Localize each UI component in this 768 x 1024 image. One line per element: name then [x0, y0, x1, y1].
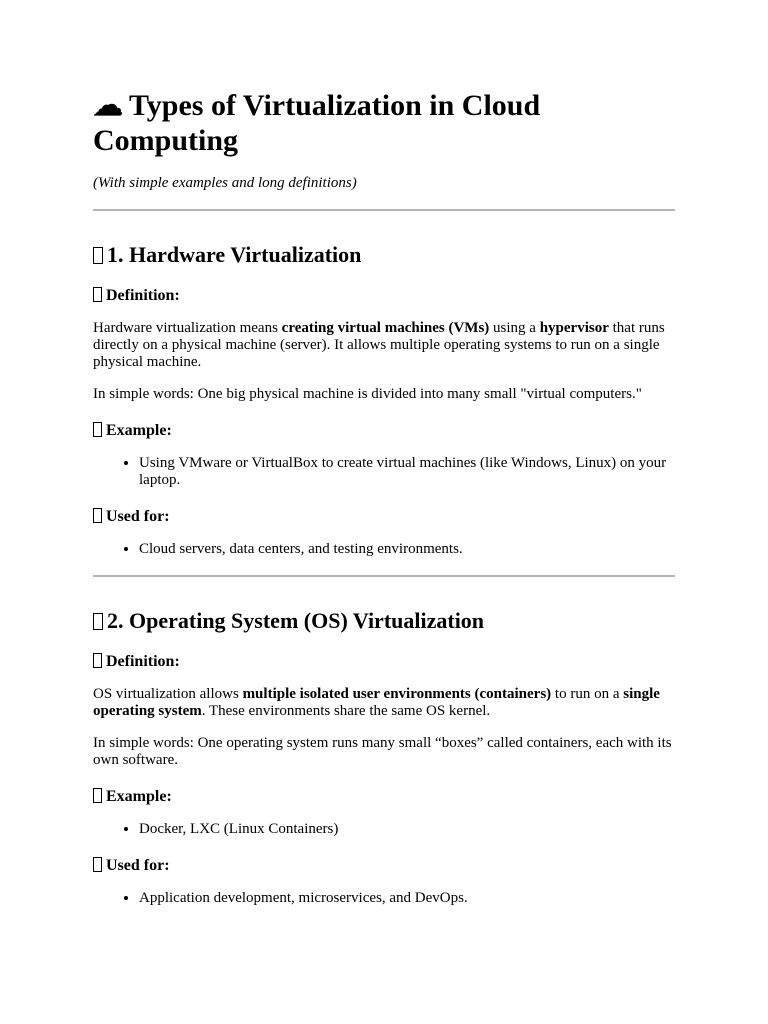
- used-for-heading: [93, 507, 675, 526]
- missing-glyph-icon: [93, 247, 103, 264]
- definition-heading: [93, 286, 675, 305]
- definition-text: . These environments share the same OS kernel.: [201, 703, 491, 719]
- page-subtitle: (With simple examples and long definitions): [93, 175, 357, 191]
- missing-glyph-icon: [93, 613, 103, 630]
- definition-bold: hypervisor: [539, 320, 609, 336]
- example-list: [93, 455, 675, 489]
- divider: [93, 575, 675, 577]
- divider: [93, 209, 675, 211]
- definition-bold: multiple isolated user environments (containers): [242, 686, 552, 702]
- cloud-icon: ☁: [93, 89, 123, 122]
- missing-glyph-icon: [93, 422, 102, 437]
- definition-heading-text: Definition:: [106, 653, 180, 670]
- missing-glyph-icon: [93, 508, 102, 523]
- list-item: • Docker, LXC (Linux Containers): [139, 821, 675, 838]
- list-item: • Using VMware or VirtualBox to create virtual machines (like Windows, Linux) on your laptop.: [139, 455, 675, 489]
- page-title-text: Types of Virtualization in Cloud Computing: [93, 89, 541, 157]
- missing-glyph-icon: [93, 653, 102, 668]
- definition-bold: creating virtual machines (VMs): [281, 320, 490, 336]
- definition-text: that runs directly on a physical machine (server). It allows multiple operating systems to run on a single physical machine.: [93, 320, 665, 370]
- list-item: • Application development, microservices, and DevOps.: [139, 890, 675, 907]
- section-heading-text: 2. Operating System (OS) Virtualization: [107, 608, 485, 633]
- section-os-virtualization: [93, 608, 675, 907]
- used-for-list: [93, 890, 675, 907]
- example-heading: [93, 421, 675, 440]
- definition-text: OS virtualization allows: [93, 686, 243, 702]
- list-item: • Cloud servers, data centers, and testing environments.: [139, 541, 675, 558]
- definition-text: using a: [489, 320, 540, 336]
- section-heading: [93, 608, 675, 634]
- definition-paragraph: [93, 686, 675, 720]
- missing-glyph-icon: [93, 287, 102, 302]
- used-for-heading: [93, 856, 675, 875]
- definition-paragraph: [93, 320, 675, 371]
- simple-words-paragraph: In simple words: One operating system runs many small “boxes” called containers, each with its own software.: [93, 735, 672, 768]
- example-heading-text: Example:: [106, 788, 172, 805]
- page-title: [93, 0, 675, 158]
- section-hardware-virtualization: [93, 242, 675, 558]
- used-for-heading-text: Used for:: [106, 508, 170, 525]
- used-for-heading-text: Used for:: [106, 857, 170, 874]
- simple-words-paragraph: In simple words: One big physical machine is divided into many small "virtual computers.": [93, 386, 642, 402]
- example-heading-text: Example:: [106, 422, 172, 439]
- example-heading: [93, 787, 675, 806]
- missing-glyph-icon: [93, 788, 102, 803]
- definition-text: to run on a: [551, 686, 624, 702]
- missing-glyph-icon: [93, 857, 102, 872]
- definition-text: Hardware virtualization means: [93, 320, 282, 336]
- section-heading-text: 1. Hardware Virtualization: [107, 242, 362, 267]
- section-heading: [93, 242, 675, 268]
- definition-heading-text: Definition:: [106, 287, 180, 304]
- example-list: [93, 821, 675, 838]
- definition-heading: [93, 652, 675, 671]
- used-for-list: [93, 541, 675, 558]
- definition-bold: single operating system: [93, 686, 660, 719]
